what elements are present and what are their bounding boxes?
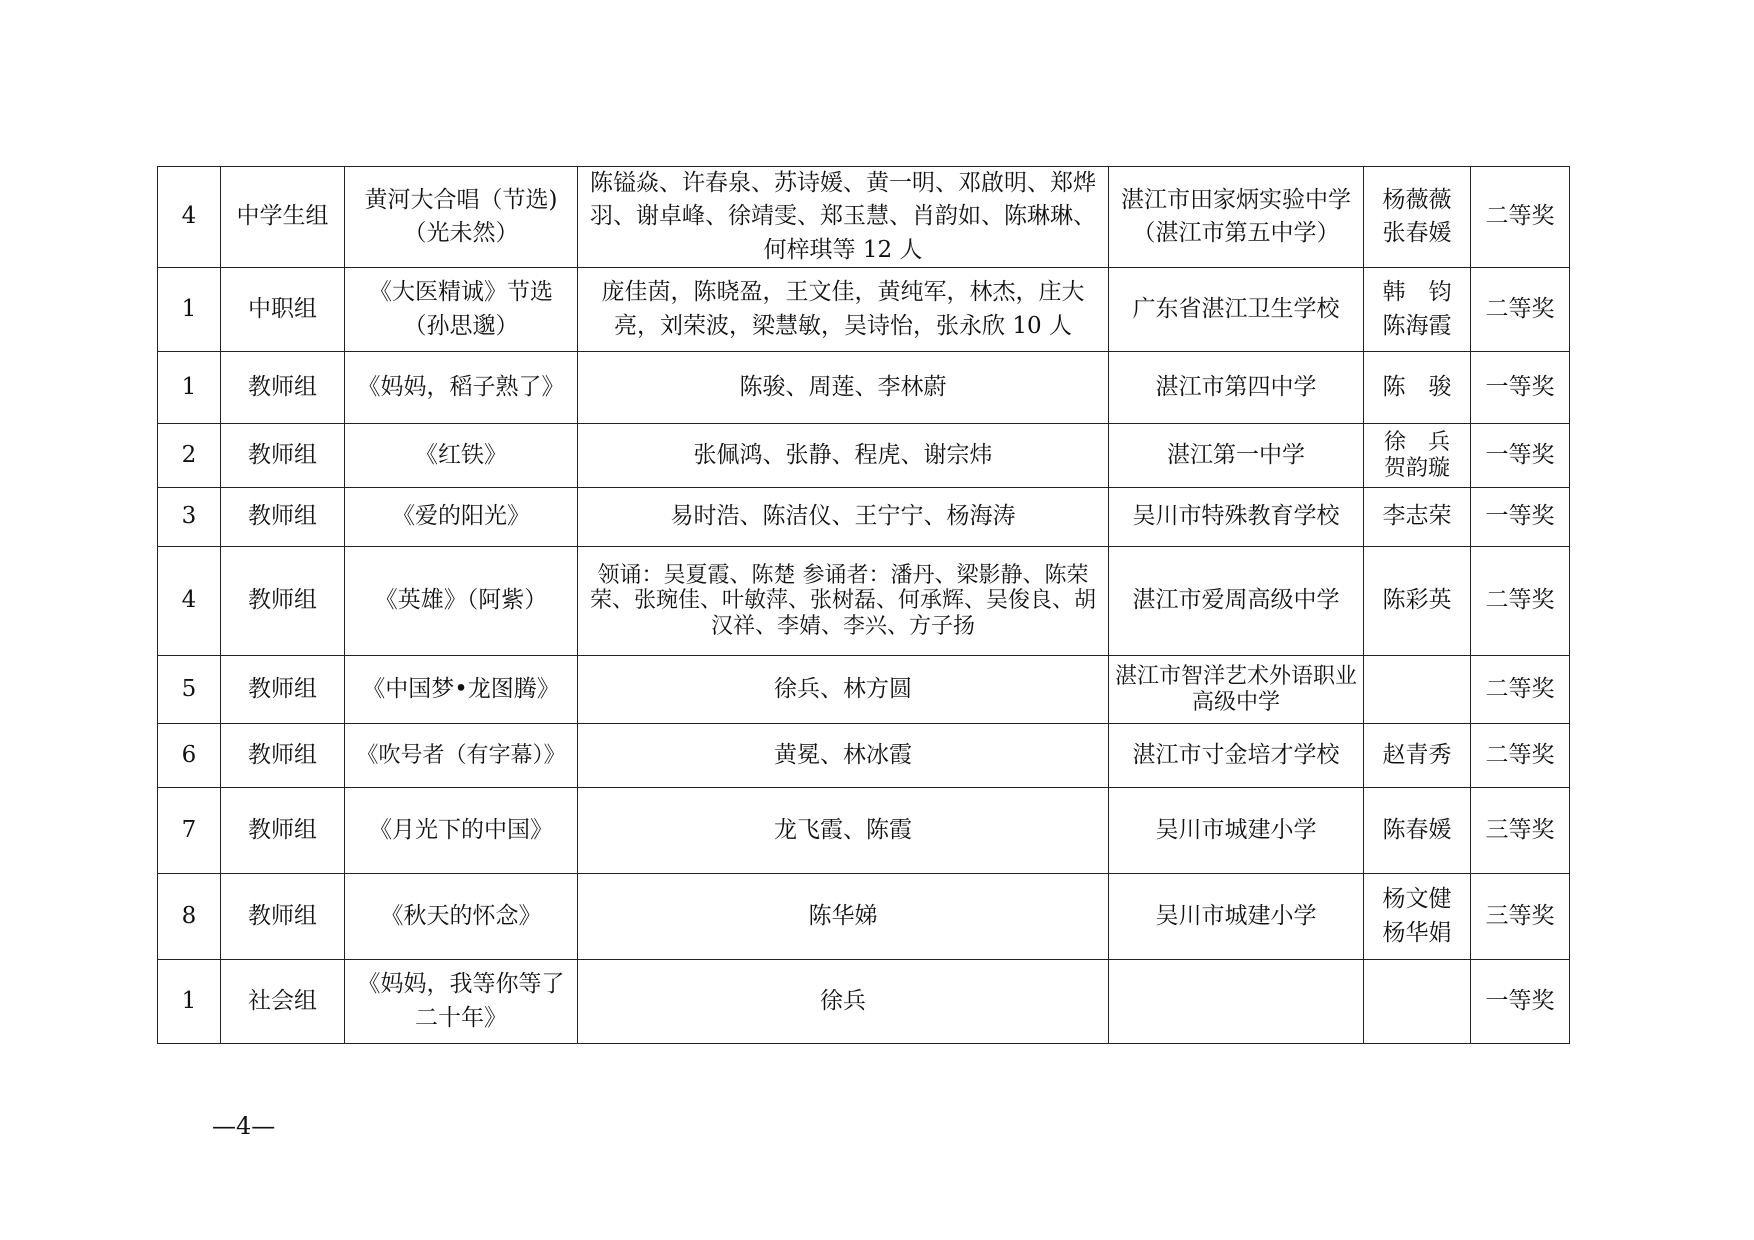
cell-title: 《秋天的怀念》	[345, 874, 578, 960]
cell-school	[1109, 960, 1364, 1044]
cell-school: 湛江市爱周高级中学	[1109, 547, 1364, 656]
cell-no: 4	[158, 547, 221, 656]
cell-award: 二等奖	[1471, 167, 1570, 268]
table-row	[158, 488, 1570, 547]
cell-no: 8	[158, 874, 221, 960]
table-row	[158, 547, 1570, 656]
cell-teacher: 赵青秀	[1364, 724, 1471, 788]
awards-table	[157, 166, 1570, 1044]
cell-title: 《妈妈，稻子熟了》	[345, 352, 578, 424]
cell-teacher	[1364, 656, 1471, 724]
cell-no: 1	[158, 268, 221, 352]
cell-title: 《月光下的中国》	[345, 788, 578, 874]
cell-award: 一等奖	[1471, 960, 1570, 1044]
cell-teacher: 杨文健 杨华娟	[1364, 874, 1471, 960]
cell-performers: 龙飞霞、陈霞	[578, 788, 1109, 874]
cell-school: 湛江市田家炳实验中学（湛江市第五中学）	[1109, 167, 1364, 268]
cell-award: 一等奖	[1471, 488, 1570, 547]
cell-title: 《妈妈，我等你等了二十年》	[345, 960, 578, 1044]
cell-no: 7	[158, 788, 221, 874]
cell-group: 教师组	[221, 656, 345, 724]
cell-performers: 徐兵	[578, 960, 1109, 1044]
cell-title: 《吹号者（有字幕）》	[345, 724, 578, 788]
cell-school: 吴川市特殊教育学校	[1109, 488, 1364, 547]
cell-school: 湛江第一中学	[1109, 424, 1364, 488]
table-row	[158, 788, 1570, 874]
table-row	[158, 352, 1570, 424]
cell-school: 湛江市智洋艺术外语职业高级中学	[1109, 656, 1364, 724]
cell-teacher: 徐 兵 贺韵璇	[1364, 424, 1471, 488]
cell-award: 三等奖	[1471, 788, 1570, 874]
cell-group: 中学生组	[221, 167, 345, 268]
cell-group: 社会组	[221, 960, 345, 1044]
page-number: —4—	[212, 1112, 276, 1140]
table-row	[158, 656, 1570, 724]
cell-award: 一等奖	[1471, 352, 1570, 424]
table-row	[158, 960, 1570, 1044]
cell-award: 二等奖	[1471, 656, 1570, 724]
cell-group: 教师组	[221, 424, 345, 488]
cell-no: 1	[158, 352, 221, 424]
cell-title: 《红铁》	[345, 424, 578, 488]
cell-performers: 陈镒焱、许春泉、苏诗媛、黄一明、邓啟明、郑烨羽、谢卓峰、徐靖雯、郑玉慧、肖韵如、陈琳琳、何梓琪等 12 人	[578, 167, 1109, 268]
cell-title: 《中国梦•龙图腾》	[345, 656, 578, 724]
cell-performers: 易时浩、陈洁仪、王宁宁、杨海涛	[578, 488, 1109, 547]
cell-school: 湛江市寸金培才学校	[1109, 724, 1364, 788]
cell-group: 教师组	[221, 724, 345, 788]
cell-no: 2	[158, 424, 221, 488]
cell-group: 教师组	[221, 874, 345, 960]
cell-title: 黄河大合唱（节选)（光未然）	[345, 167, 578, 268]
cell-school: 吴川市城建小学	[1109, 874, 1364, 960]
cell-performers: 陈华娣	[578, 874, 1109, 960]
cell-teacher: 杨薇薇 张春媛	[1364, 167, 1471, 268]
cell-title: 《大医精诚》节选（孙思邈）	[345, 268, 578, 352]
table-row	[158, 424, 1570, 488]
cell-school: 湛江市第四中学	[1109, 352, 1364, 424]
cell-teacher: 陈彩英	[1364, 547, 1471, 656]
table-row	[158, 874, 1570, 960]
cell-no: 5	[158, 656, 221, 724]
cell-award: 二等奖	[1471, 268, 1570, 352]
cell-group: 教师组	[221, 788, 345, 874]
table-row	[158, 268, 1570, 352]
cell-award: 二等奖	[1471, 724, 1570, 788]
cell-performers: 徐兵、林方圆	[578, 656, 1109, 724]
cell-performers: 领诵：吴夏霞、陈楚 参诵者：潘丹、梁影静、陈荣荣、张琬佳、叶敏萍、张树磊、何承辉、吴俊良、胡汉祥、李婧、李兴、方子扬	[578, 547, 1109, 656]
cell-teacher: 陈春媛	[1364, 788, 1471, 874]
cell-group: 教师组	[221, 352, 345, 424]
cell-performers: 黄冕、林冰霞	[578, 724, 1109, 788]
cell-award: 三等奖	[1471, 874, 1570, 960]
cell-no: 4	[158, 167, 221, 268]
cell-performers: 陈骏、周莲、李林蔚	[578, 352, 1109, 424]
cell-award: 二等奖	[1471, 547, 1570, 656]
cell-teacher: 韩 钧 陈海霞	[1364, 268, 1471, 352]
cell-group: 中职组	[221, 268, 345, 352]
cell-performers: 庞佳茵，陈晓盈，王文佳，黄纯军，林杰，庄大亮，刘荣波，梁慧敏，吴诗怡，张永欣 10 人	[578, 268, 1109, 352]
table-row	[158, 167, 1570, 268]
table-row	[158, 724, 1570, 788]
cell-teacher: 陈 骏	[1364, 352, 1471, 424]
cell-no: 3	[158, 488, 221, 547]
cell-award: 一等奖	[1471, 424, 1570, 488]
cell-no: 1	[158, 960, 221, 1044]
cell-title: 《爱的阳光》	[345, 488, 578, 547]
cell-teacher	[1364, 960, 1471, 1044]
cell-performers: 张佩鸿、张静、程虎、谢宗炜	[578, 424, 1109, 488]
cell-title: 《英雄》（阿紫）	[345, 547, 578, 656]
cell-no: 6	[158, 724, 221, 788]
cell-group: 教师组	[221, 488, 345, 547]
cell-group: 教师组	[221, 547, 345, 656]
cell-school: 广东省湛江卫生学校	[1109, 268, 1364, 352]
cell-school: 吴川市城建小学	[1109, 788, 1364, 874]
cell-teacher: 李志荣	[1364, 488, 1471, 547]
